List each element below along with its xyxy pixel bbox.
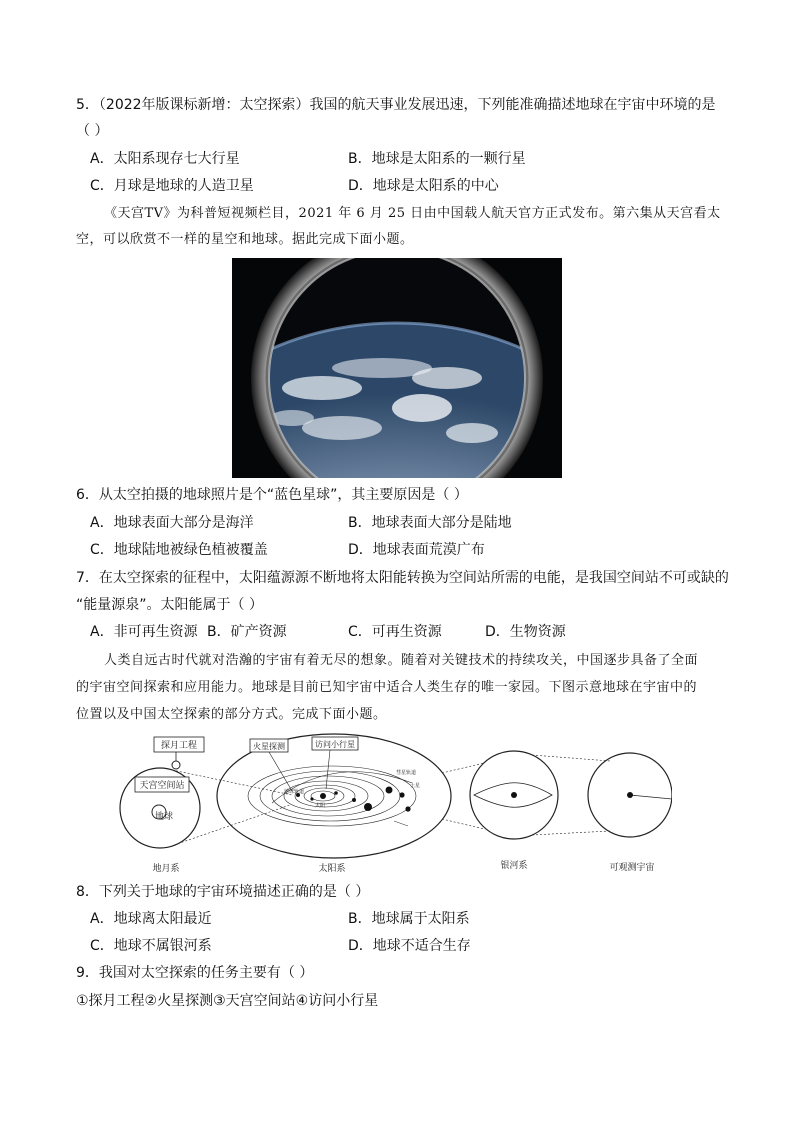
q6-option-a: A．地球表面大部分是海洋 <box>90 515 254 531</box>
q7-stem-line1: 7．在太空探索的征程中，太阳蕴源源不断地将太阳能转换为空间站所需的电能，是我国空间站不可或缺的 <box>76 570 729 586</box>
passage2-line1: 人类自远古时代就对浩瀚的宇宙有着无尽的想象。随着对关键技术的持续攻关，中国逐步具备了全面 <box>104 653 699 668</box>
q5-option-b: B．地球是太阳系的一颗行星 <box>348 151 526 167</box>
caption-solar-system: 太阳系 <box>318 864 346 874</box>
planet-venus <box>334 791 338 795</box>
q6-stem: 6．从太空拍摄的地球照片是个“蓝色星球”，其主要原因是（ ） <box>76 487 468 503</box>
q5-option-c: C．月球是地球的人造卫星 <box>90 178 254 194</box>
moon-circle <box>172 761 180 769</box>
asteroid-visit-label: 访问小行星 <box>315 740 355 749</box>
earth-label: 地球 <box>154 812 174 822</box>
q7-option-b: B．矿产资源 <box>207 624 287 640</box>
passage1-line1: 《天宫TV》为科普短视频栏目，2021 年 6 月 25 日由中国载人航天官方正式发布。第六集从天宫看太 <box>104 206 721 221</box>
q9-items: ①探月工程②火星探测③天宫空间站④访问小行星 <box>76 993 379 1009</box>
caption-galaxy: 银河系 <box>500 861 528 871</box>
tiny-label-sun: 太阳 <box>315 803 326 809</box>
planet-mars <box>352 798 356 802</box>
tiny-label-comet: 彗星轨道 <box>396 770 417 776</box>
mars-exploration-label: 火星探测 <box>253 742 285 751</box>
tiny-label-orbit: 地球轨道 <box>284 789 305 795</box>
q6-option-d: D．地球表面荒漠广布 <box>348 542 485 558</box>
planet-mercury <box>310 797 313 800</box>
q8-option-d: D．地球不适合生存 <box>348 938 471 954</box>
planet-neptune <box>405 806 410 811</box>
q5-option-d: D．地球是太阳系的中心 <box>348 178 499 194</box>
q7-option-a: A．非可再生资源 <box>90 624 198 640</box>
galaxy-center-dot <box>511 792 517 798</box>
q5-stem-line1: 5．（2022年版课标新增：太空探索）我国的航天事业发展迅速，下列能准确描述地球在宇宙中环境的是 <box>76 97 716 113</box>
tiny-label-saturn: 土星 <box>410 783 421 789</box>
q5-option-a: A．太阳系现存七大行星 <box>90 151 240 167</box>
q8-option-b: B．地球属于太阳系 <box>348 911 470 927</box>
sun-dot <box>320 793 326 799</box>
space-station-label: 天宫空间站 <box>139 781 185 791</box>
caption-earth-moon: 地月系 <box>152 864 180 874</box>
q9-stem: 9．我国对太空探索的任务主要有（ ） <box>76 965 314 981</box>
caption-observable-universe: 可观测宇宙 <box>609 863 655 873</box>
planet-saturn <box>386 787 393 794</box>
planet-jupiter <box>364 803 372 811</box>
q5-stem-line2: （ ） <box>76 123 109 139</box>
passage2-line3: 位置以及中国太空探索的部分方式。完成下面小题。 <box>76 707 387 722</box>
passage2-line2: 的宇宙空间探索和应用能力。地球是目前已知宇宙中适合人类生存的唯一家园。下图示意地球在宇宙中的 <box>76 680 698 695</box>
q8-stem: 8．下列关于地球的宇宙环境描述正确的是（ ） <box>76 884 370 900</box>
q7-stem-line2: “能量源泉”。太阳能属于（ ） <box>76 597 263 613</box>
q6-option-c: C．地球陆地被绿色植被覆盖 <box>90 542 268 558</box>
earth-through-window-photo <box>232 258 562 478</box>
universe-position-diagram <box>112 733 672 878</box>
universe-dot <box>627 792 633 798</box>
q7-option-c: C．可再生资源 <box>348 624 442 640</box>
passage1-line2: 空，可以欣赏不一样的星空和地球。据此完成下面小题。 <box>76 232 414 247</box>
lunar-program-label: 探月工程 <box>160 741 198 751</box>
q8-option-a: A．地球离太阳最近 <box>90 911 212 927</box>
q6-option-b: B．地球表面大部分是陆地 <box>348 515 512 531</box>
planet-uranus <box>399 792 404 797</box>
q8-option-c: C．地球不属银河系 <box>90 938 212 954</box>
q7-option-d: D．生物资源 <box>485 624 566 640</box>
